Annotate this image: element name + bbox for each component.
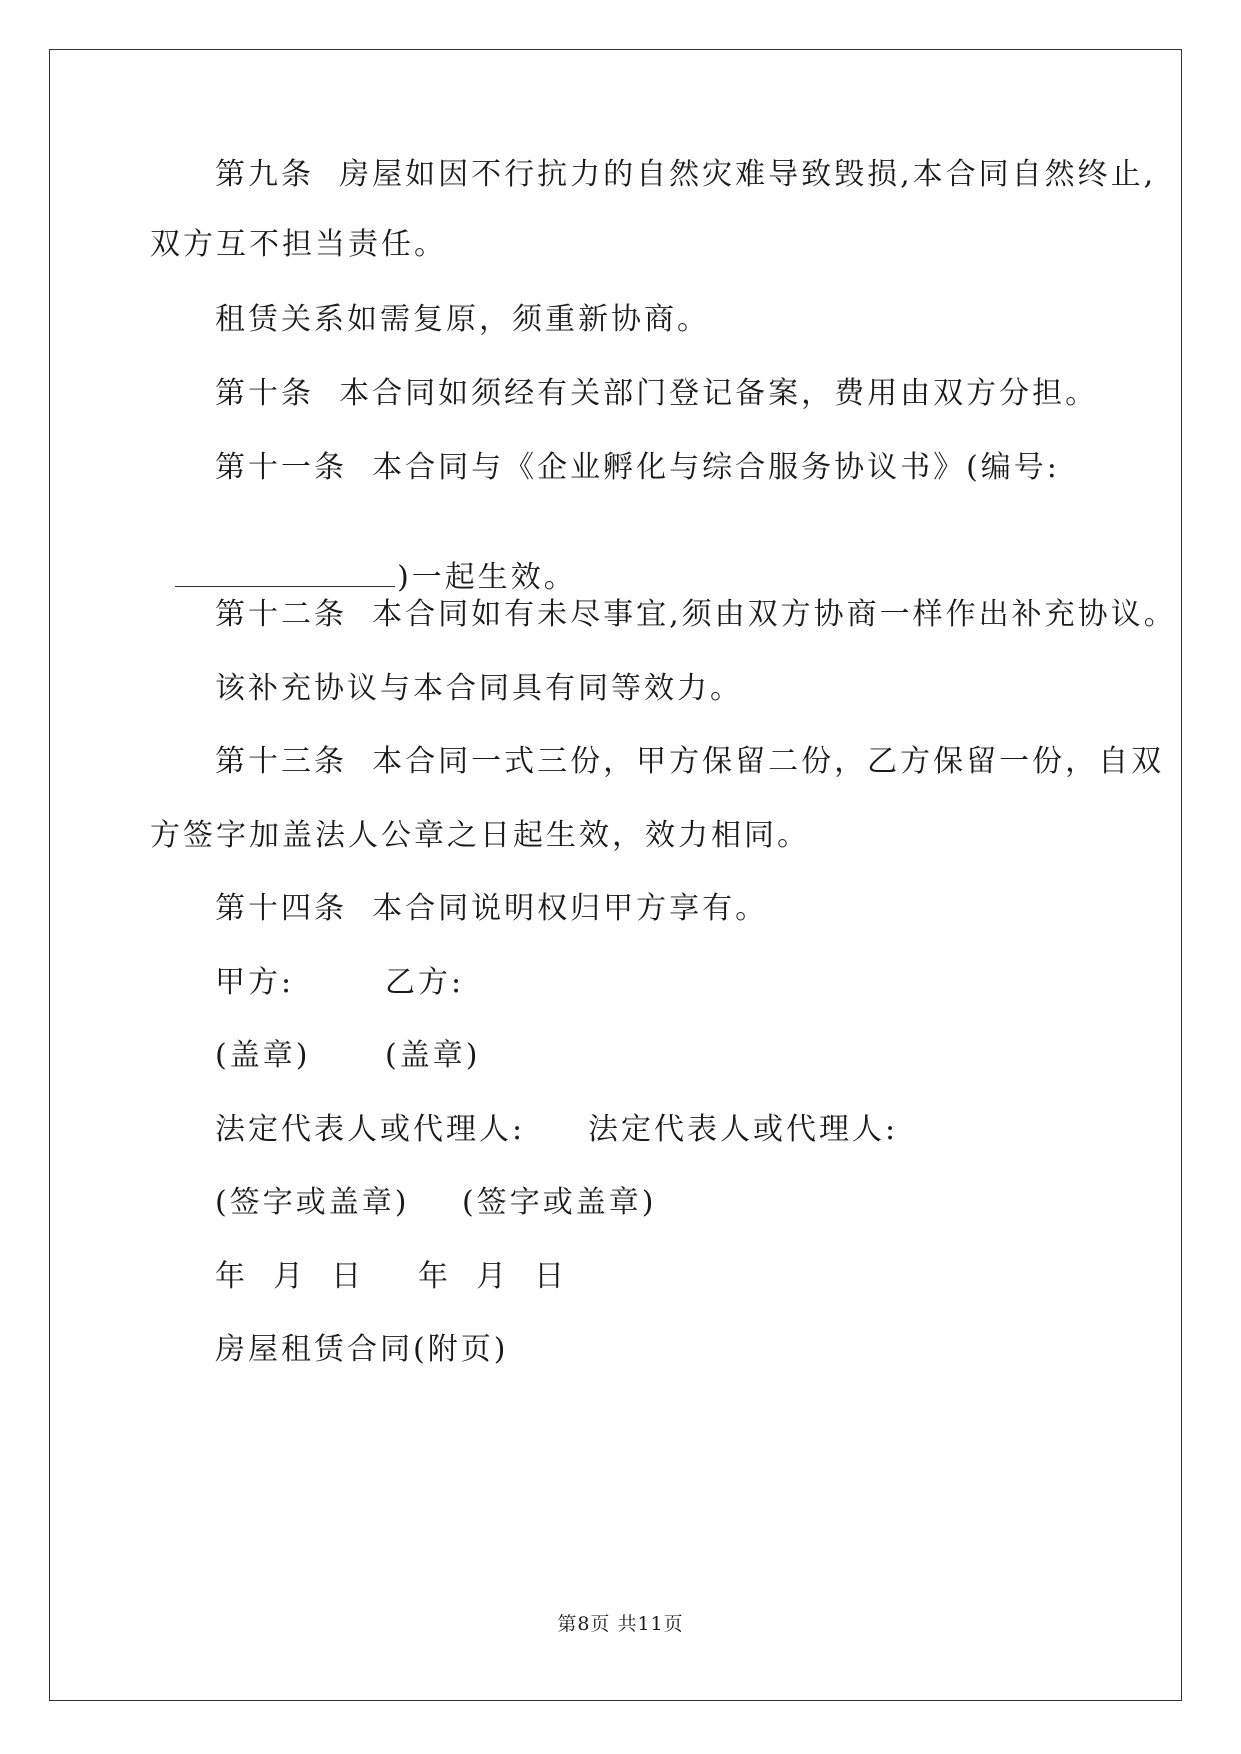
footer-page-middle: 页 共 [590, 1613, 638, 1635]
party-a-representative: 法定代表人或代理人: [215, 1112, 526, 1147]
party-a-date: 年 月 日 [215, 1259, 365, 1294]
page-footer [0, 1612, 1241, 1636]
article-9-line-3: 租赁关系如需复原，须重新协商。 [215, 302, 710, 337]
appendix-title: 房屋租赁合同(附页) [215, 1332, 509, 1367]
article-12-line-2: 该补充协议与本合同具有同等效力。 [215, 671, 743, 706]
contract-number-blank [175, 560, 395, 587]
article-11-effective-text: )一起生效。 [397, 560, 577, 595]
party-a-label: 甲方: [215, 965, 295, 1000]
footer-total-pages: 11 [637, 1613, 664, 1635]
article-11-line-1: 第十一条 本合同与《企业孵化与综合服务协议书》(编号: [215, 450, 1060, 485]
party-b-label: 乙方: [385, 965, 465, 1000]
article-13-line-2: 方签字加盖法人公章之日起生效，效力相同。 [150, 818, 810, 853]
article-9-line-2: 双方互不担当责任。 [150, 227, 447, 262]
article-10: 第十条 本合同如须经有关部门登记备案，费用由双方分担。 [215, 376, 1099, 411]
footer-current-page: 8 [577, 1613, 591, 1635]
party-b-seal: (盖章) [385, 1038, 481, 1073]
party-b-representative: 法定代表人或代理人: [588, 1112, 899, 1147]
footer-page-suffix: 页 [663, 1613, 684, 1635]
page-border [49, 49, 1182, 1701]
footer-page-prefix: 第 [557, 1613, 578, 1635]
party-b-date: 年 月 日 [418, 1259, 568, 1294]
article-11-line-2 [150, 524, 577, 596]
article-13-line-1: 第十三条 本合同一式三份，甲方保留二份，乙方保留一份，自双 [215, 744, 1165, 779]
article-9-line-1: 第九条 房屋如因不行抗力的自然灾难导致毁损,本合同自然终止, [215, 157, 1157, 192]
party-b-signature: (签字或盖章) [462, 1185, 657, 1220]
party-a-signature: (签字或盖章) [215, 1185, 410, 1220]
article-12-line-1: 第十二条 本合同如有未尽事宜,须由双方协商一样作出补充协议。 [215, 597, 1177, 632]
party-a-seal: (盖章) [215, 1038, 311, 1073]
article-14: 第十四条 本合同说明权归甲方享有。 [215, 891, 769, 926]
